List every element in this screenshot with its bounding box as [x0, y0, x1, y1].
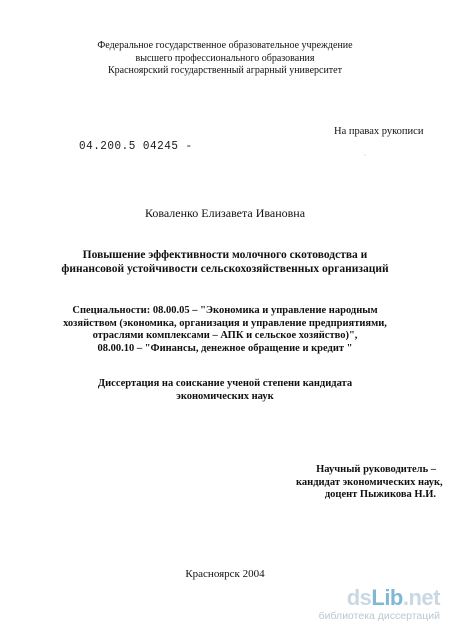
- title-line-1: Повышение эффективности молочного скотоводства и: [82, 249, 368, 261]
- institution-line-2: высшего профессионального образования: [135, 52, 315, 64]
- scientific-adviser: [296, 464, 443, 502]
- specialty-line-2: хозяйством (экономика, организация и управление предприятиями,: [63, 317, 387, 329]
- specialty-line-4: 08.00.10 – "Финансы, денежное обращение и кредит ": [97, 342, 353, 354]
- adviser-line-3: доцент Пыжикова Н.И.: [324, 489, 436, 500]
- stray-mark: ·: [364, 153, 366, 159]
- dslib-watermark[interactable]: [319, 587, 440, 622]
- title-line-2: финансовой устойчивости сельскохозяйственных организаций: [61, 263, 389, 275]
- city-year: Красноярск 2004: [185, 568, 265, 580]
- registration-number: 04.200.5 04245 -: [79, 140, 193, 154]
- dslib-logo: dsLib.net: [346, 585, 440, 610]
- institution-header: [0, 40, 450, 78]
- adviser-line-1: Научный руководитель –: [316, 464, 436, 475]
- specialty-line-3: отраслями комплексами – АПК и сельское хозяйство)",: [92, 330, 358, 341]
- dissertation-degree: [0, 378, 450, 403]
- author-name: Коваленко Елизавета Ивановна: [144, 206, 306, 220]
- rights-note: На правах рукописи: [334, 126, 424, 137]
- dslib-subtitle: библиотека диссертаций: [318, 610, 440, 622]
- specialty-block: [0, 305, 450, 355]
- institution-line-3: Красноярский государственный аграрный университет: [108, 65, 342, 76]
- institution-line-1: Федеральное государственное образовательное учреждение: [97, 40, 353, 51]
- specialty-line-1: Специальности: 08.00.05 – "Экономика и управление народным: [72, 305, 378, 316]
- degree-line-2: экономических наук: [176, 390, 274, 402]
- dissertation-title: [0, 248, 450, 276]
- adviser-line-2: кандидат экономических наук,: [296, 476, 443, 488]
- degree-line-1: Диссертация на соискание ученой степени кандидата: [97, 378, 353, 389]
